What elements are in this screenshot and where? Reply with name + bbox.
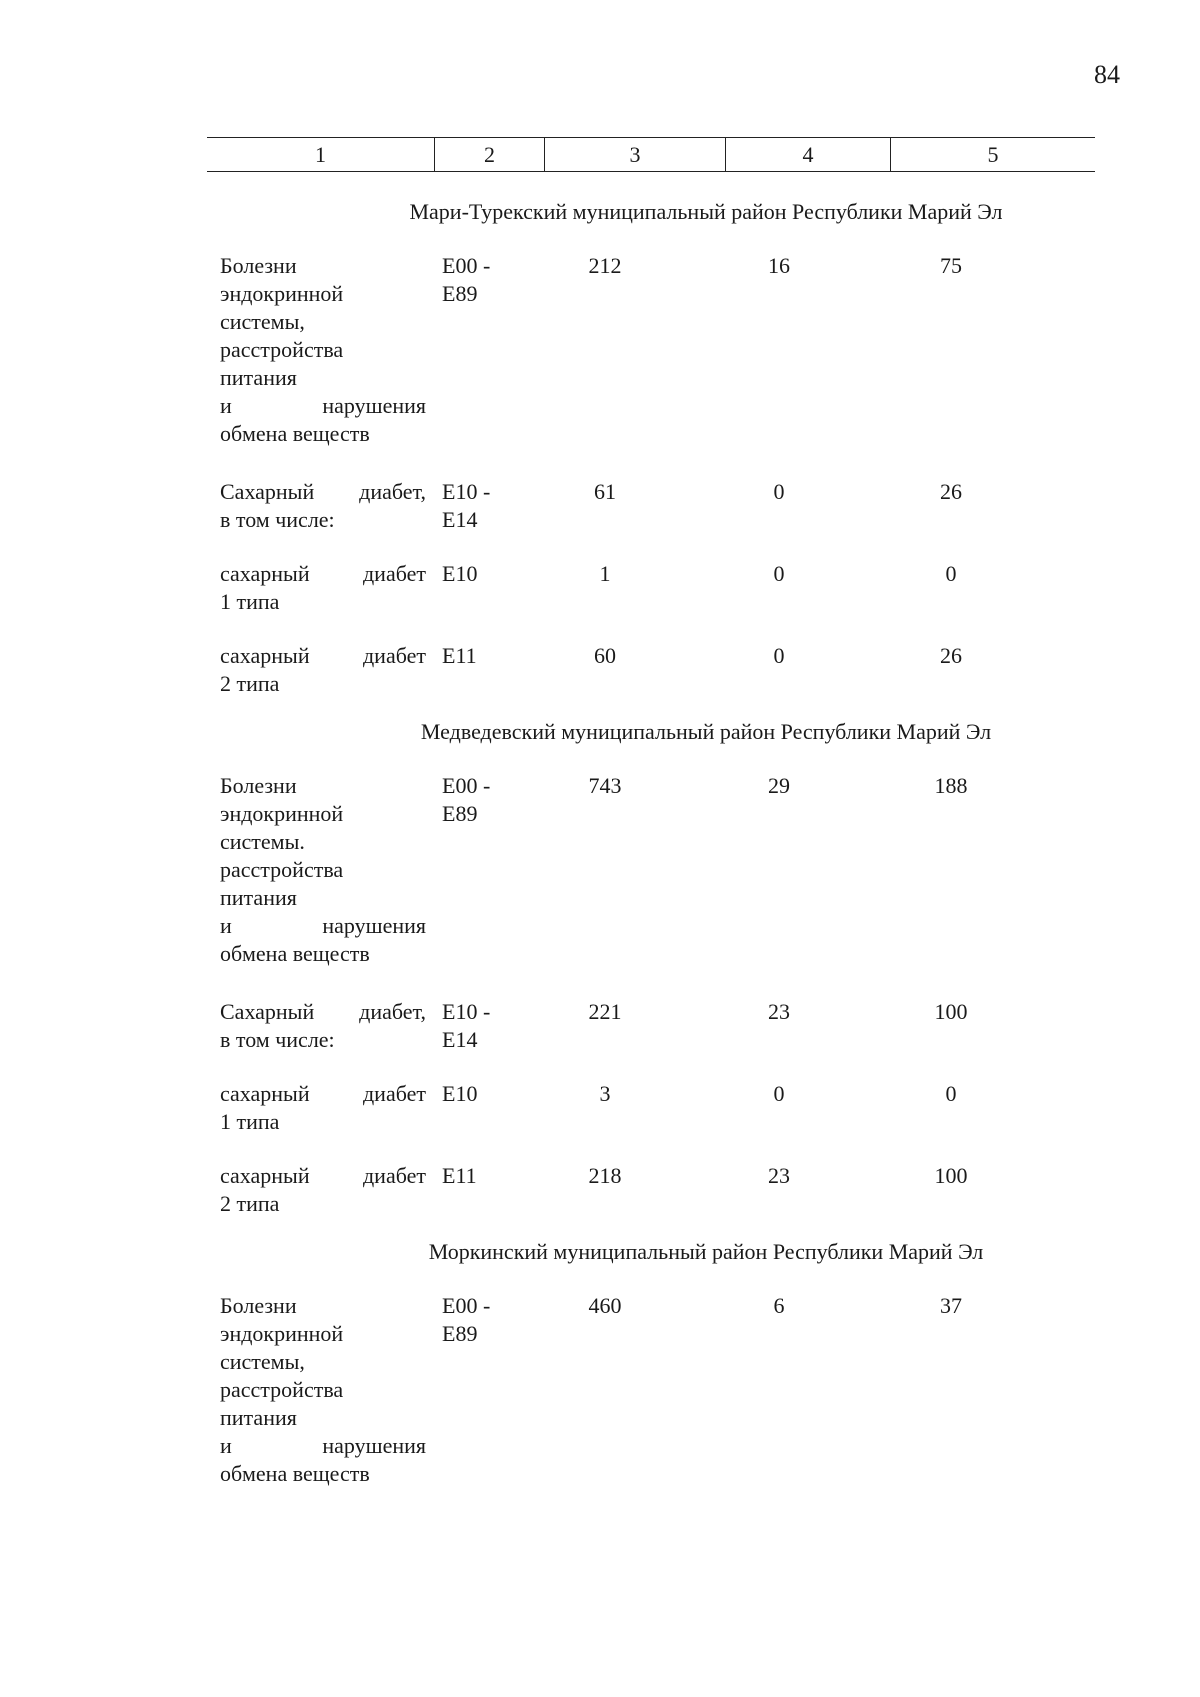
row-col4-value: 0	[773, 1081, 785, 1106]
row-name-line: 2 типа	[220, 671, 280, 696]
row-name-line: эндокринной	[220, 1321, 344, 1346]
row-name-line	[220, 478, 426, 506]
row-code-line: E14	[442, 507, 478, 532]
row-code-line: E89	[442, 801, 478, 826]
row-name-word: диабет	[362, 561, 426, 586]
row-code-line: E10 -	[442, 999, 491, 1024]
row-name-word: сахарный	[220, 1163, 310, 1188]
table-row	[207, 1292, 1095, 1488]
row-name-line	[220, 1080, 426, 1108]
row-code-line: E00 -	[442, 773, 491, 798]
row-name-word: и	[220, 393, 232, 418]
row-name-line: системы,	[220, 309, 305, 334]
table-row	[207, 1162, 1095, 1218]
row-col3-value: 221	[588, 999, 622, 1024]
row-name-line: питания	[220, 365, 297, 390]
row-code-line: E00 -	[442, 253, 491, 278]
row-col4-value: 0	[773, 479, 785, 504]
row-name	[220, 560, 426, 616]
row-name-line: Болезни	[220, 253, 297, 278]
row-name	[220, 252, 426, 448]
row-name-line: Болезни	[220, 1293, 297, 1318]
row-name-line	[220, 912, 426, 940]
row-name-line: 1 типа	[220, 1109, 280, 1134]
row-col3-value: 460	[588, 1293, 622, 1318]
row-name-word: Сахарный	[220, 479, 315, 504]
row-col5-value: 26	[940, 643, 962, 668]
row-code	[442, 1080, 512, 1108]
row-name-line: 2 типа	[220, 1191, 280, 1216]
row-code-line: E10	[442, 1081, 478, 1106]
row-name-line	[220, 560, 426, 588]
row-name-line: Болезни	[220, 773, 297, 798]
table-row	[207, 560, 1095, 616]
row-name-line: эндокринной	[220, 801, 344, 826]
row-col5-value: 100	[934, 999, 968, 1024]
row-col3-value: 743	[588, 773, 622, 798]
row-code	[442, 998, 512, 1054]
section-title: Мари-Турекский муниципальный район Республики Марий Эл	[409, 199, 1003, 224]
row-code-line: E89	[442, 281, 478, 306]
row-col3-value: 3	[599, 1081, 611, 1106]
row-name-word: нарушения	[322, 393, 426, 418]
row-col5-value: 26	[940, 479, 962, 504]
table-row	[207, 478, 1095, 534]
row-code	[442, 642, 512, 670]
row-col4-value: 16	[768, 253, 790, 278]
row-col4-value: 23	[768, 1163, 790, 1188]
row-name	[220, 1162, 426, 1218]
row-name-line: обмена веществ	[220, 421, 370, 446]
row-col4-value: 23	[768, 999, 790, 1024]
row-col3-value: 1	[599, 561, 611, 586]
row-name-line	[220, 1162, 426, 1190]
row-col4-value: 6	[773, 1293, 785, 1318]
row-name-word: и	[220, 1433, 232, 1458]
row-name-word: диабет	[362, 1081, 426, 1106]
table-row	[207, 998, 1095, 1054]
row-name-word: и	[220, 913, 232, 938]
row-name-line: обмена веществ	[220, 941, 370, 966]
row-name-word: сахарный	[220, 1081, 310, 1106]
row-code	[442, 772, 512, 828]
row-col3-value: 212	[588, 253, 622, 278]
row-name-line	[220, 392, 426, 420]
row-name-line	[220, 998, 426, 1026]
row-col3-value: 218	[588, 1163, 622, 1188]
row-col4-value: 0	[773, 561, 785, 586]
row-name-line: обмена веществ	[220, 1461, 370, 1486]
row-name-word: диабет,	[359, 999, 426, 1024]
row-col5-value: 188	[934, 773, 968, 798]
row-col3-value: 60	[594, 643, 616, 668]
row-name	[220, 998, 426, 1054]
row-code-line: E11	[442, 643, 477, 668]
row-name-word: сахарный	[220, 643, 310, 668]
row-col4-value: 29	[768, 773, 790, 798]
row-col5-value: 0	[945, 561, 957, 586]
row-name-line: в том числе:	[220, 507, 335, 532]
row-code	[442, 1292, 512, 1348]
row-name-word: нарушения	[322, 913, 426, 938]
row-code	[442, 560, 512, 588]
table-header-row	[207, 137, 1095, 172]
row-code-line: E14	[442, 1027, 478, 1052]
row-name	[220, 478, 426, 534]
section-title: Моркинский муниципальный район Республики Марий Эл	[428, 1239, 984, 1264]
row-name-word: сахарный	[220, 561, 310, 586]
row-name-line: питания	[220, 885, 297, 910]
row-name-line: в том числе:	[220, 1027, 335, 1052]
row-col5-value: 0	[945, 1081, 957, 1106]
row-name-line: эндокринной	[220, 281, 344, 306]
document-table	[207, 137, 1095, 1488]
row-name-word: нарушения	[322, 1433, 426, 1458]
row-name-word: диабет,	[359, 479, 426, 504]
row-code-line: E10 -	[442, 479, 491, 504]
row-name-word: диабет	[362, 643, 426, 668]
section-title: Медведевский муниципальный район Республики Марий Эл	[420, 719, 992, 744]
header-col-2: 2	[434, 138, 544, 171]
row-code-line: E10	[442, 561, 478, 586]
row-code-line: E11	[442, 1163, 477, 1188]
row-name-line: расстройства	[220, 1377, 344, 1402]
row-name	[220, 1292, 426, 1488]
row-col3-value: 61	[594, 479, 616, 504]
row-name-line: системы.	[220, 829, 305, 854]
row-name-word: диабет	[362, 1163, 426, 1188]
row-name	[220, 772, 426, 968]
row-name-word: Сахарный	[220, 999, 315, 1024]
table-row	[207, 772, 1095, 968]
table-row	[207, 642, 1095, 698]
row-name-line: расстройства	[220, 857, 344, 882]
row-code-line: E89	[442, 1321, 478, 1346]
row-name-line: расстройства	[220, 337, 344, 362]
row-col5-value: 100	[934, 1163, 968, 1188]
row-name-line: питания	[220, 1405, 297, 1430]
row-name-line	[220, 642, 426, 670]
row-col4-value: 0	[773, 643, 785, 668]
row-name	[220, 642, 426, 698]
table-row	[207, 1080, 1095, 1136]
row-code-line: E00 -	[442, 1293, 491, 1318]
row-code	[442, 1162, 512, 1190]
header-col-4: 4	[725, 138, 890, 171]
row-col5-value: 37	[940, 1293, 962, 1318]
page-number: 84	[1094, 60, 1120, 89]
header-col-3: 3	[544, 138, 725, 171]
row-name-line: 1 типа	[220, 589, 280, 614]
row-code	[442, 478, 512, 534]
row-name-line	[220, 1432, 426, 1460]
row-name	[220, 1080, 426, 1136]
row-col5-value: 75	[940, 253, 962, 278]
header-col-1: 1	[315, 142, 326, 167]
row-code	[442, 252, 512, 308]
table-row	[207, 252, 1095, 448]
header-col-5: 5	[890, 138, 1095, 171]
row-name-line: системы,	[220, 1349, 305, 1374]
